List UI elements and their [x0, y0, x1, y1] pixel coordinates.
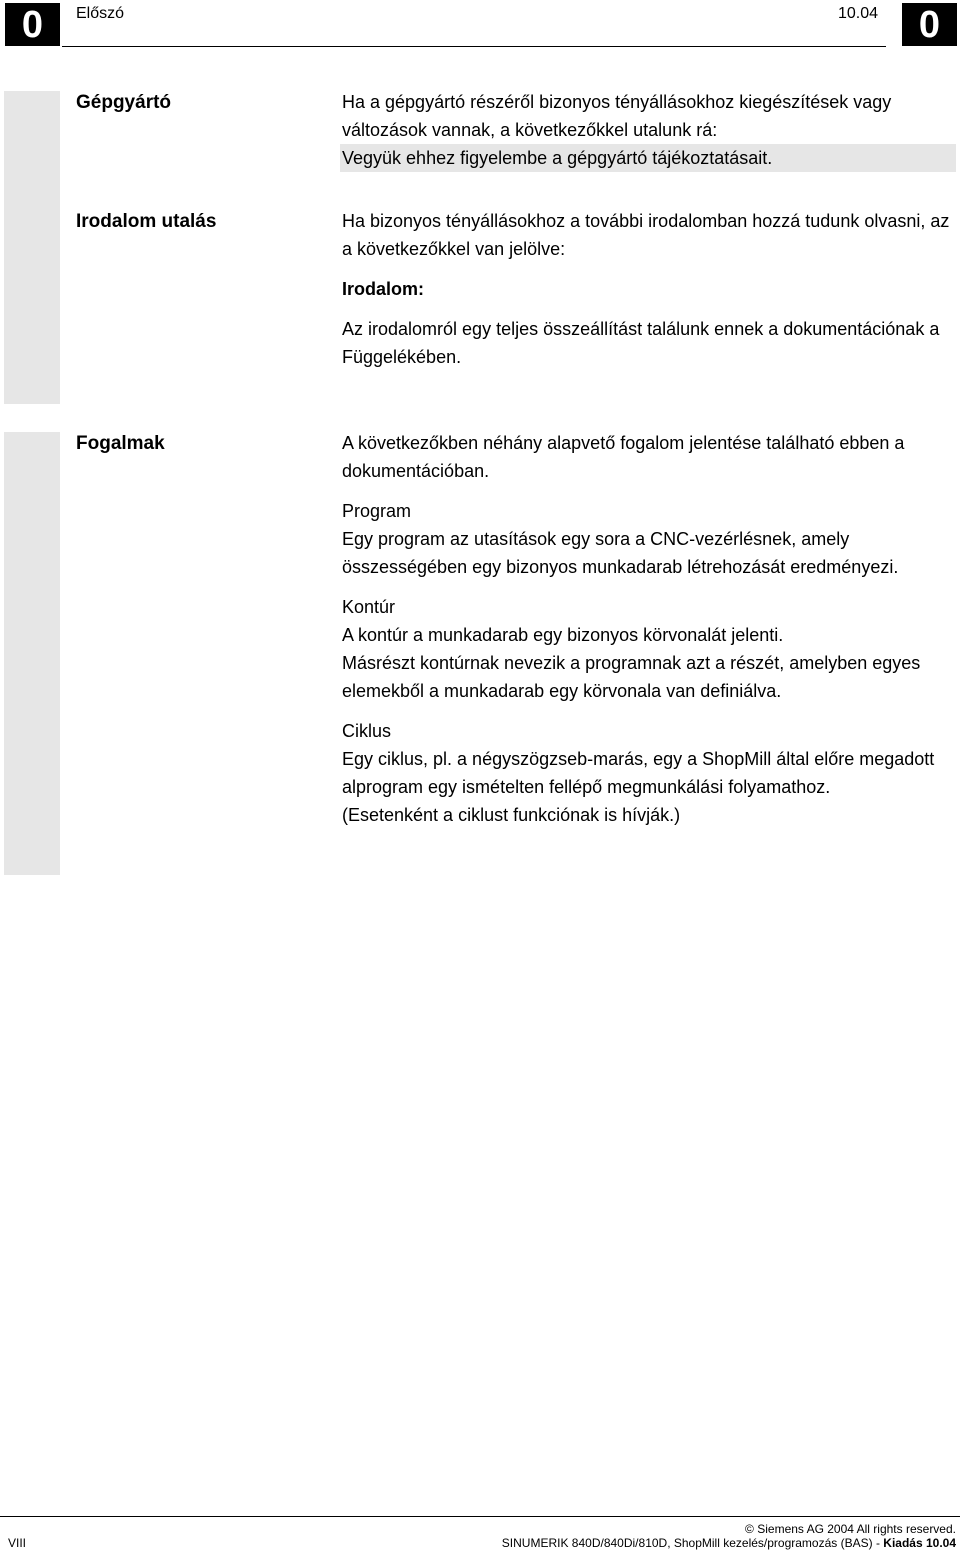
term-title: Program — [342, 501, 412, 521]
terms-section — [342, 429, 958, 829]
header-rule — [62, 46, 886, 47]
term-definition: Másrészt kontúrnak nevezik a programnak azt a részét, amelyben egyes elemekből a munkadarab egy körvonala van definiálva. — [342, 653, 921, 701]
manufacturer-section — [342, 88, 958, 172]
literature-note: Az irodalomról egy teljes összeállítást találunk ennek a dokumentációnak a Függelékében. — [342, 319, 940, 367]
manufacturer-text: Ha a gépgyártó részéről bizonyos tényállásokhoz kiegészítések vagy változások vannak, a következőkkel utalunk rá: — [342, 92, 892, 140]
document-title — [502, 1536, 956, 1550]
document-edition: Kiadás 10.04 — [883, 1536, 956, 1550]
margin-bar-1 — [4, 91, 60, 404]
literature-section — [342, 207, 958, 371]
document-title-text: SINUMERIK 840D/840Di/810D, ShopMill kezelés/programozás (BAS) - — [501, 1536, 884, 1550]
term-definition: (Esetenként a ciklust funkciónak is hívják.) — [342, 805, 681, 825]
edition-label: 10.04 — [838, 5, 879, 22]
page-number: VIII — [8, 1536, 27, 1550]
terms-intro: A következőkben néhány alapvető fogalom jelentése található ebben a dokumentációban. — [342, 433, 905, 481]
manufacturer-note: Vegyük ehhez figyelembe a gépgyártó tájékoztatásait. — [340, 144, 956, 172]
margin-bar-2 — [4, 432, 60, 875]
label-manufacturer: Gépgyártó — [76, 92, 172, 113]
term-definition: Egy ciklus, pl. a négyszögzseb-marás, egy a ShopMill által előre megadott alprogram egy ismételten fellépő megmunkálási folyamathoz. — [342, 749, 935, 797]
literature-heading: Irodalom: — [342, 279, 425, 299]
term-title: Ciklus — [342, 721, 392, 741]
chapter-number-left: 0 — [5, 3, 60, 46]
chapter-number-right: 0 — [902, 3, 957, 46]
footer-rule — [0, 1516, 960, 1517]
label-literature: Irodalom utalás — [76, 211, 217, 232]
literature-text: Ha bizonyos tényállásokhoz a további irodalomban hozzá tudunk olvasni, az a következőkkel van jelölve: — [342, 211, 950, 259]
term-title: Kontúr — [342, 597, 396, 617]
term-definition: Egy program az utasítások egy sora a CNC-vezérlésnek, amely összességében egy bizonyos munkadarab létrehozását eredményezi. — [342, 529, 899, 577]
term-definition: A kontúr a munkadarab egy bizonyos körvonalát jelenti. — [342, 625, 784, 645]
section-title: Előszó — [76, 5, 125, 22]
label-terms: Fogalmak — [76, 433, 165, 454]
copyright-notice: © Siemens AG 2004 All rights reserved. — [745, 1522, 956, 1536]
